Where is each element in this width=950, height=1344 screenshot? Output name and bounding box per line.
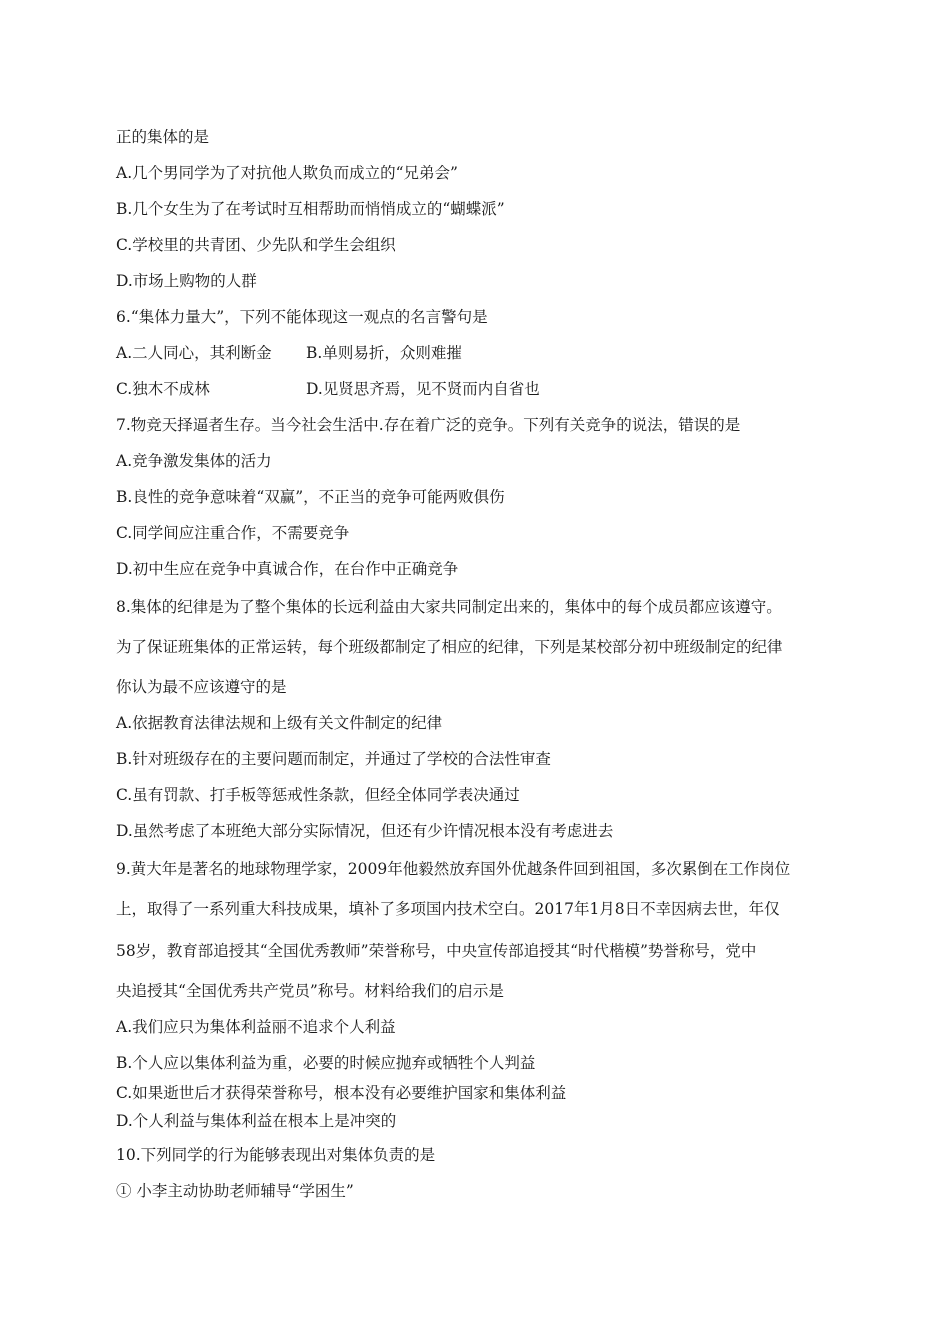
question-8-stem-line-1: 8.集体的纪律是为了整个集体的长远利益由大家共同制定出来的，集体中的每个成员都应该遵守。 — [116, 598, 782, 616]
question-9-stem-line-1: 9.黄大年是著名的地球物理学家，2009年他毅然放弃国外优越条件回到祖国，多次累倒在工作岗位 — [116, 860, 791, 878]
question-10-item-1: ① 小李主动协助老师辅导“学困生” — [116, 1182, 354, 1200]
question-6-option-d: D.见贤思齐焉，见不贤而内自省也 — [306, 380, 540, 398]
question-5-option-a: A.几个男同学为了对抗他人欺负而成立的“兄弟会” — [116, 164, 458, 182]
question-8-option-d: D.虽然考虑了本班绝大部分实际情况，但还有少许情况根本没有考虑进去 — [116, 822, 614, 840]
question-8-option-a: A.依据教育法律法规和上级有关文件制定的纪律 — [116, 714, 443, 732]
question-8-stem-line-3: 你认为最不应该遵守的是 — [116, 678, 287, 696]
question-7-option-b: B.良性的竞争意味着“双赢”，不正当的竞争可能两败俱伤 — [116, 488, 505, 506]
question-6-stem: 6.“集体力量大”，下列不能体现这一观点的名言警句是 — [116, 308, 488, 326]
question-6-option-b: B.单则易折，众则难摧 — [306, 344, 462, 362]
question-7-stem: 7.物竞天择逼者生存。当今社会生活中.存在着广泛的竞争。下列有关竞争的说法，错误的是 — [116, 416, 741, 434]
question-9-option-c: C.如果逝世后才获得荣誉称号，根本没有必要维护国家和集体利益 — [116, 1084, 567, 1102]
question-6-option-a: A.二人同心，其利断金 — [116, 344, 272, 362]
question-5-option-d: D.市场上购物的人群 — [116, 272, 257, 290]
question-9-stem-line-2: 上，取得了一系列重大科技成果，填补了多项国内技术空白。2017年1月8日不幸因病去世，年仅 — [116, 900, 780, 918]
question-7-option-d: D.初中生应在竞争中真诚合作，在台作中正确竞争 — [116, 560, 459, 578]
question-9-option-d: D.个人利益与集体利益在根本上是冲突的 — [116, 1112, 397, 1130]
question-6-options-row-2 — [116, 379, 540, 399]
question-6-options-row-1 — [116, 343, 462, 363]
question-8-option-c: C.虽有罚款、打手板等惩戒性条款，但经全体同学表决通过 — [116, 786, 520, 804]
question-9-option-b: B.个人应以集体利益为重，必要的时候应抛弃或牺牲个人判益 — [116, 1054, 536, 1072]
question-7-option-c: C.同学间应注重合作，不需要竞争 — [116, 524, 350, 542]
question-5-option-b: B.几个女生为了在考试时互相帮助而悄悄成立的“蝴蝶派” — [116, 200, 505, 218]
question-5-option-c: C.学校里的共青团、少先队和学生会组织 — [116, 236, 396, 254]
question-5-stem-continuation: 正的集体的是 — [116, 128, 210, 146]
question-9-option-a: A.我们应只为集体利益丽不追求个人利益 — [116, 1018, 396, 1036]
question-8-stem-line-2: 为了保证班集体的正常运转，每个班级都制定了相应的纪律，下列是某校部分初中班级制定的纪律 — [116, 638, 783, 656]
question-6-option-c: C.独木不成林 — [116, 380, 210, 398]
question-9-stem-line-3: 58岁，教育部追授其“全国优秀教师”荣誉称号，中央宣传部追授其“时代楷模”势誉称号，党中 — [116, 942, 757, 960]
question-8-option-b: B.针对班级存在的主要问题而制定，并通过了学校的合法性审查 — [116, 750, 551, 768]
question-10-stem: 10.下列同学的行为能够表现出对集体负责的是 — [116, 1146, 436, 1164]
question-9-stem-line-4: 央追授其“全国优秀共产党员”称号。材料给我们的启示是 — [116, 982, 504, 1000]
question-7-option-a: A.竞争激发集体的活力 — [116, 452, 272, 470]
